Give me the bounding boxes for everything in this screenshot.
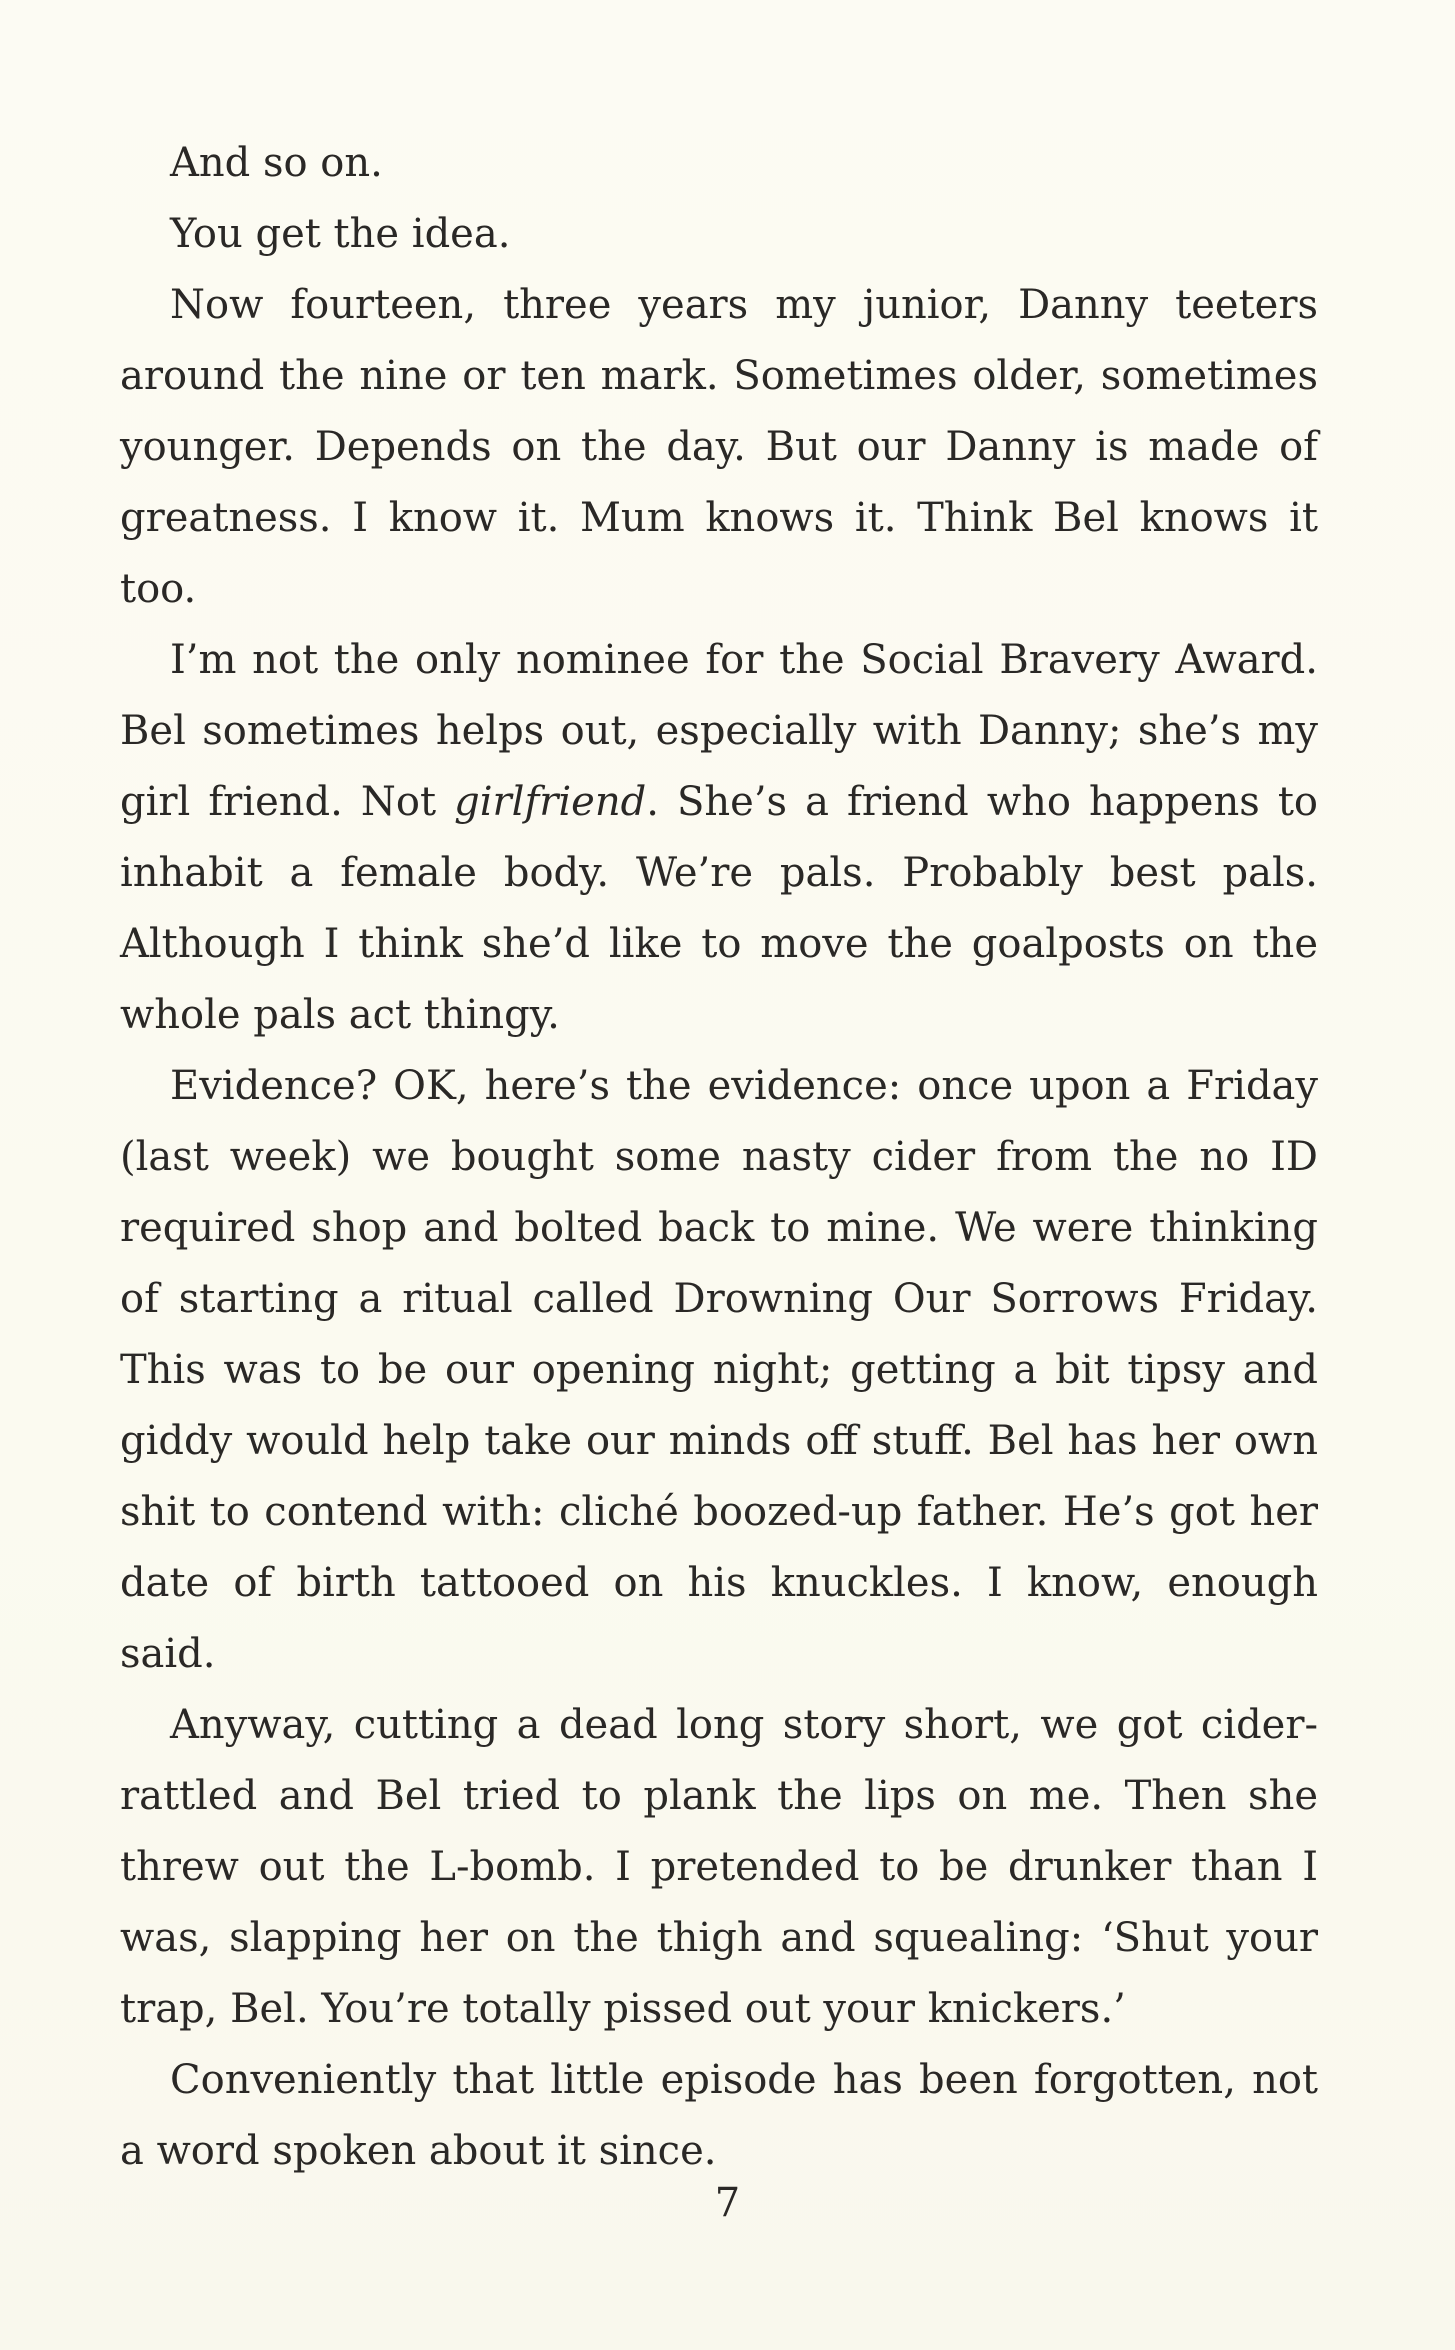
paragraph-6: Anyway, cutting a dead long story short, we got cider-rattled and Bel tried to plank the lips on me. Then she threw out the L-bomb. I pretended to be drunker than I was, slapping her on the thigh and squealing: ‘Shut your trap, Bel. You’re totally pissed out your knickers.’ — [120, 1702, 1318, 2032]
body-text — [120, 128, 1318, 2187]
paragraph-3: Now fourteen, three years my junior, Danny teeters around the nine or ten mark. Sometimes older, sometimes younger. Depends on the day. But our Danny is made of greatness. I know it. Mum knows it. Think Bel knows it too. — [120, 282, 1318, 612]
paragraph-4-before: I’m not the only nominee for the Social Bravery Award. Bel sometimes helps out, especially with Danny; she’s my girl friend. Not — [120, 637, 1318, 825]
paragraph-7: Conveniently that little episode has been forgotten, not a word spoken about it since. — [120, 2057, 1318, 2174]
paragraph-4 — [120, 625, 1318, 1051]
page-number: 7 — [714, 2180, 741, 2226]
emphasis-girlfriend: girlfriend — [454, 779, 647, 825]
paragraph-1: And so on. — [170, 140, 383, 186]
paragraph-5: Evidence? OK, here’s the evidence: once upon a Friday (last week) we bought some nasty cider from the no ID required shop and bolted back to mine. We were thinking of starting a ritual called Drowning Our Sorrows Friday. This was to be our opening night; getting a bit tipsy and giddy would help take our minds off stuff. Bel has her own shit to contend with: cliché boozed-up father. He’s got her date of birth tattooed on his knuckles. I know, enough said. — [120, 1063, 1318, 1677]
paragraph-2: You get the idea. — [170, 211, 511, 257]
paragraph-4-after: . She’s a friend who happens to inhabit a female body. We’re pals. Probably best pals. Although I think she’d like to move the goalposts on the whole pals act thingy. — [120, 779, 1318, 1038]
